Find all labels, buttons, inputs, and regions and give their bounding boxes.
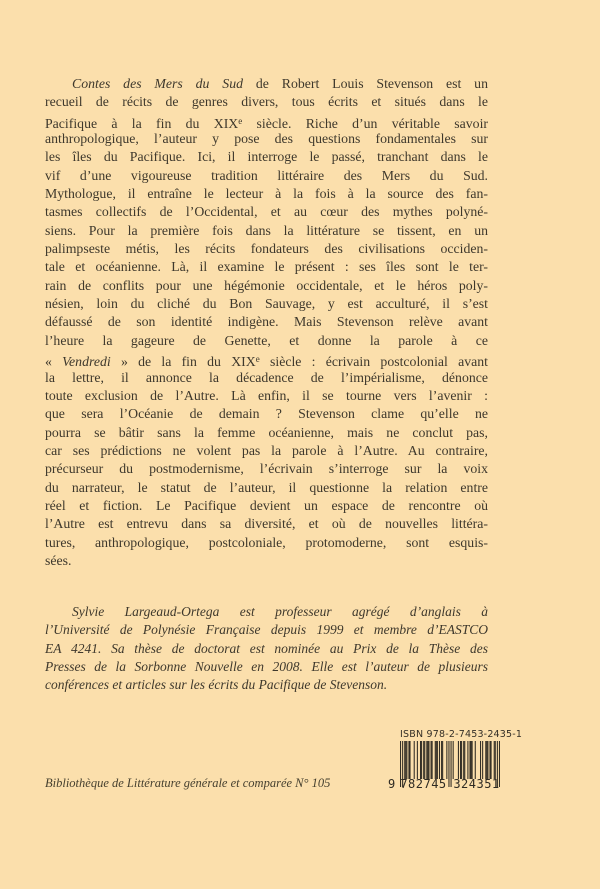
text-line: défaussé de son identité indigène. Mais Stevenson relève avant [45, 314, 488, 330]
text-line: EA 4241. Sa thèse de doctorat est nominée au Prix de la Thèse des [45, 640, 488, 656]
text-line: palimpseste métis, les récits fondateurs des civilisations occiden- [45, 241, 488, 257]
text-line: recueil de récits de genres divers, tous écrits et situés dans le [45, 94, 488, 110]
text-line: Contes des Mers du Sud de Robert Louis Stevenson est un [72, 76, 488, 91]
text-line: du narrateur, le statut de l’auteur, il questionne la relation entre [45, 479, 488, 495]
text-line: l’Autre est entrevu dans sa diversité, et où de nouvelles littéra- [45, 516, 488, 532]
barcode-digit-first: 9 [388, 777, 396, 791]
barcode [388, 729, 523, 791]
text-line: tasmes collectifs de l’Occidental, et au cœur des mythes polyné- [45, 204, 488, 220]
text-line: Presses de la Sorbonne Nouvelle en 2008. Elle est l’auteur de plusieurs [45, 658, 488, 674]
text-line: nésien, loin du cliché du Bon Sauvage, y est acculturé, il s’est [45, 296, 488, 312]
text-line: rain de conflits pour une hégémonie occidentale, et le héros poly- [45, 277, 488, 293]
text-line: réel et fiction. Le Pacifique devient un espace de rencontre où [45, 497, 488, 513]
text-line: les îles du Pacifique. Ici, il interroge le passé, tranchant dans le [45, 149, 488, 165]
text-line: « Vendredi » de la fin du XIXe siècle : écrivain postcolonial avant [45, 354, 488, 370]
text-line: l’Université de Polynésie Française depuis 1999 et membre d’EASTCO [45, 622, 488, 638]
text-line: siens. Pour la première fois dans la littérature se tissent, en un [45, 222, 488, 238]
barcode-digits-left: 782745 [400, 777, 447, 791]
text-line: vif d’une vigoureuse tradition littéraire des Mers du Sud. [45, 167, 488, 183]
text-line: conférences et articles sur les écrits du Pacifique de Stevenson. [45, 677, 388, 693]
text-line: la lettre, il annonce la décadence de l’impérialisme, dénonce [45, 369, 488, 385]
text-line: Mythologue, il entraîne le lecteur à la fois à la source des fan- [45, 186, 488, 202]
author-bio-paragraph [45, 603, 488, 694]
text-line: pourra se bâtir sans la femme océanienne, mais ne conclut pas, [45, 424, 488, 440]
text-line: Pacifique à la fin du XIXe siècle. Riche d’un véritable savoir [45, 115, 488, 131]
text-line: Sylvie Largeaud-Ortega est professeur agrégé d’anglais à [72, 604, 488, 619]
text-line: car ses prédictions ne volent pas la parole à l’Autre. Au contraire, [45, 442, 488, 458]
text-line: l’heure la gageure de Genette, et donne la parole à ce [45, 332, 488, 348]
isbn-label: ISBN 978-2-7453-2435-1 [400, 729, 523, 740]
barcode-digits-right: 324351 [453, 777, 500, 791]
text-line: tale et océanienne. Là, il examine le présent : ses îles sont le ter- [45, 259, 488, 275]
text-line: toute exclusion de l’Autre. Là enfin, il se tourne vers l’avenir : [45, 387, 488, 403]
blurb-paragraph [45, 75, 488, 570]
collection-series-line: Bibliothèque de Littérature générale et comparée N° 105 [45, 776, 331, 790]
text-line: tures, anthropologique, postcoloniale, protomoderne, sont esquis- [45, 534, 488, 550]
text-line: sées. [45, 552, 72, 568]
text-line: anthropologique, l’auteur y pose des questions fondamentales sur [45, 131, 488, 147]
text-line: que sera l’Océanie de demain ? Stevenson clame qu’elle ne [45, 406, 488, 422]
text-line: précurseur du postmodernisme, l’écrivain s’interroge sur la voix [45, 461, 488, 477]
barcode-digits [388, 777, 500, 791]
